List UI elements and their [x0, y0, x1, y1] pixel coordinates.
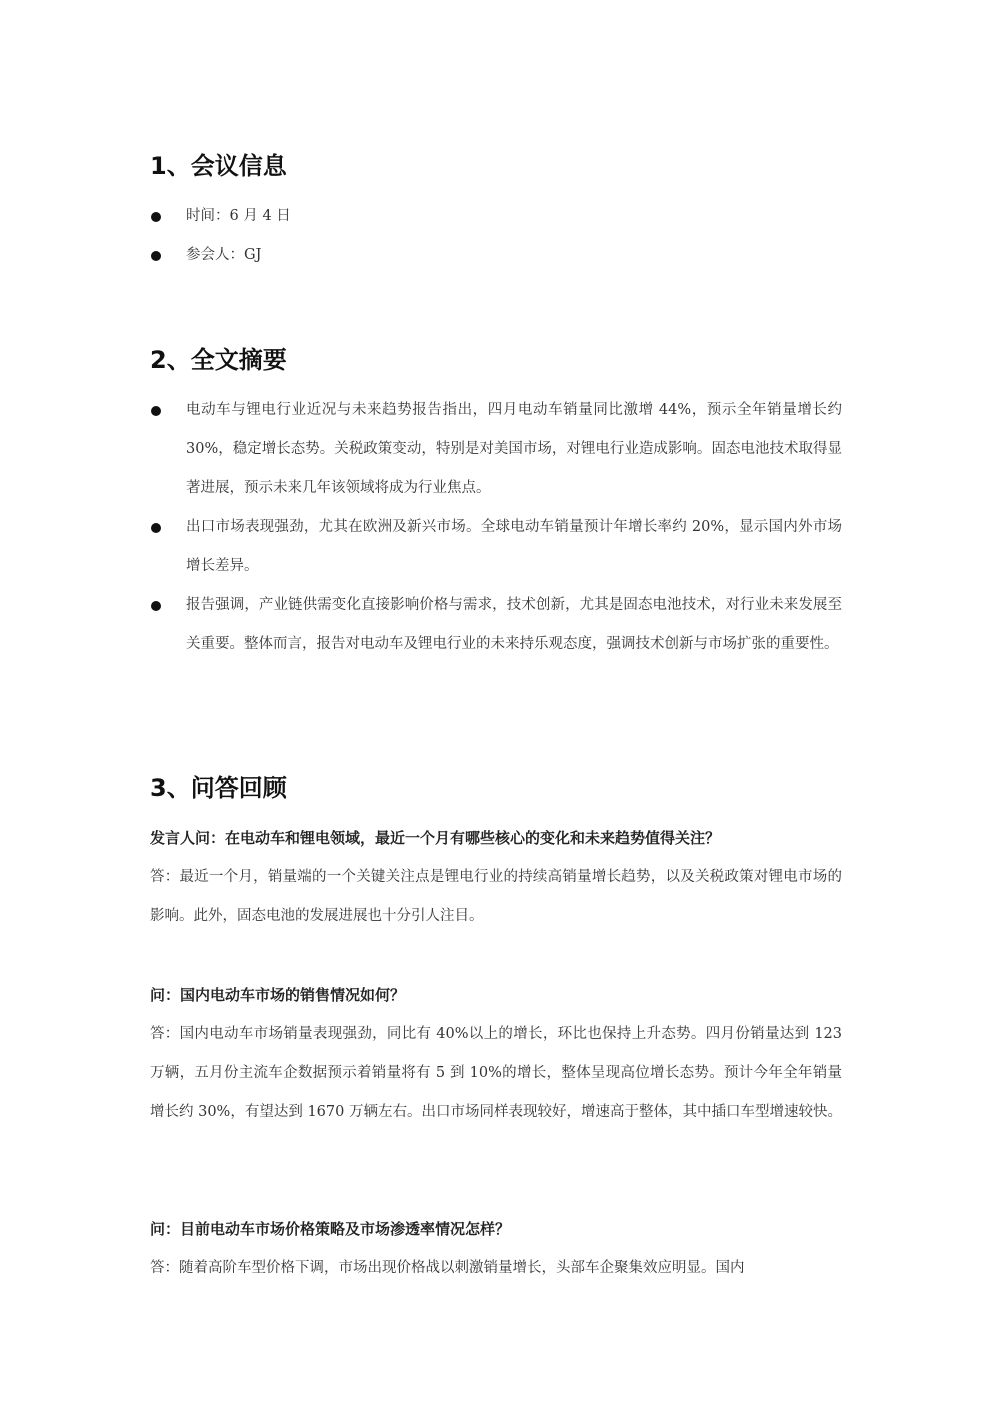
- qa-question: 问：目前电动车市场价格策略及市场渗透率情况怎样？: [150, 1220, 511, 1238]
- summary-list: [150, 391, 842, 664]
- meeting-info-list: [150, 197, 842, 275]
- qa-answer: 答：最近一个月，销量端的一个关键关注点是锂电行业的持续高销量增长趋势，以及关税政策对锂电市场的影响。此外，固态电池的发展进展也十分引人注目。: [150, 869, 842, 924]
- qa-question: 问：国内电动车市场的销售情况如何？: [150, 986, 406, 1004]
- summary-text: 出口市场表现强劲，尤其在欧洲及新兴市场。全球电动车销量预计年增长率约 20%，显示国内外市场增长差异。: [186, 519, 842, 574]
- meeting-attendees: 参会人：GJ: [186, 247, 262, 263]
- list-item: [150, 586, 842, 664]
- meeting-time: 时间：6 月 4 日: [186, 208, 291, 224]
- list-item: [150, 508, 842, 586]
- qa-item: [150, 828, 842, 936]
- list-item: [150, 236, 842, 275]
- section-title-qa: 3、问答回顾: [150, 774, 287, 802]
- bullet-icon: [151, 601, 161, 611]
- list-item: [150, 391, 842, 508]
- summary-text: 报告强调，产业链供需变化直接影响价格与需求，技术创新，尤其是固态电池技术，对行业未来发展至关重要。整体而言，报告对电动车及锂电行业的未来持乐观态度，强调技术创新与市场扩张的重要性。: [186, 597, 842, 652]
- qa-item: [150, 1219, 842, 1288]
- section-title-meeting-info: 1、会议信息: [150, 152, 287, 180]
- bullet-icon: [151, 523, 161, 533]
- qa-answer: 答：随着高阶车型价格下调，市场出现价格战以刺激销量增长，头部车企聚集效应明显。国内: [150, 1260, 745, 1276]
- qa-item: [150, 985, 842, 1132]
- list-item: [150, 197, 842, 236]
- section-title-summary: 2、全文摘要: [150, 346, 287, 374]
- bullet-icon: [151, 251, 161, 261]
- qa-question: 发言人问：在电动车和锂电领域，最近一个月有哪些核心的变化和未来趋势值得关注？: [150, 829, 721, 847]
- bullet-icon: [151, 406, 161, 416]
- bullet-icon: [151, 212, 161, 222]
- summary-text: 电动车与锂电行业近况与未来趋势报告指出，四月电动车销量同比激增 44%，预示全年销量增长约 30%，稳定增长态势。关税政策变动，特别是对美国市场，对锂电行业造成影响。固态电池技术取得显著进展，预示未来几年该领域将成为行业焦点。: [186, 402, 842, 496]
- qa-answer: 答：国内电动车市场销量表现强劲，同比有 40%以上的增长，环比也保持上升态势。四月份销量达到 123 万辆，五月份主流车企数据预示着销量将有 5 到 10%的增长，整体呈现高位增长态势。预计今年全年销量增长约 30%，有望达到 1670 万辆左右。出口市场同样表现较好，增速高于整体，其中插口车型增速较快。: [150, 1026, 842, 1120]
